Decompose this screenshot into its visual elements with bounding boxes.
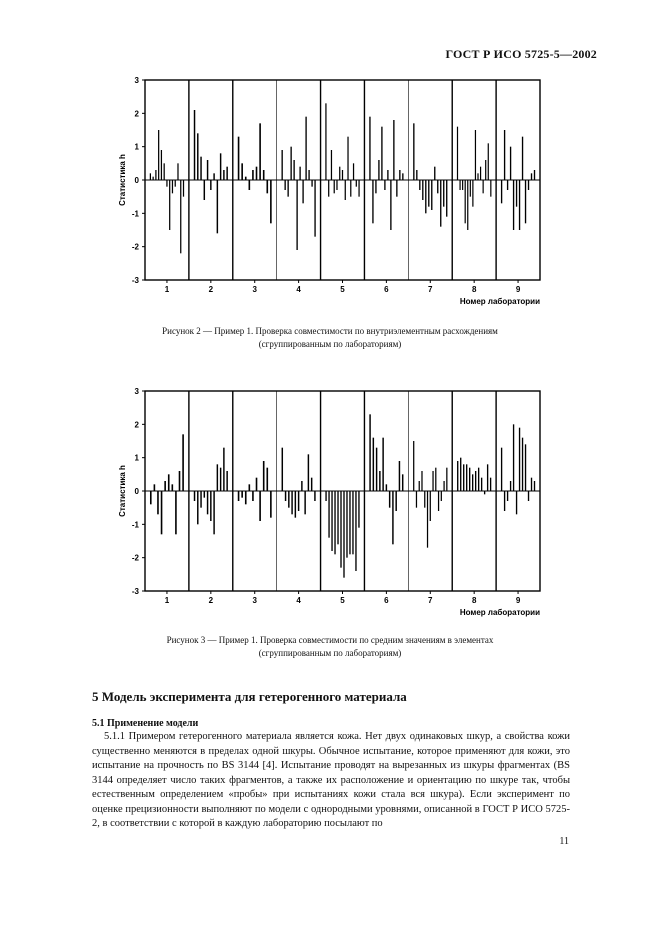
bar (223, 170, 224, 180)
bar (507, 491, 508, 501)
bar (226, 167, 227, 180)
bar (263, 170, 265, 180)
bar (287, 180, 288, 197)
figure-3-caption-line1: Рисунок 3 — Пример 1. Проверка совместимости по средним значениям в элементах (166, 635, 494, 645)
bar (197, 491, 198, 524)
bar (207, 491, 208, 514)
bar (256, 167, 258, 180)
bar (175, 491, 177, 534)
y-tick-label: -3 (131, 587, 139, 596)
x-tick-label: 5 (340, 285, 345, 294)
bar (513, 180, 514, 230)
bar (336, 180, 337, 190)
bar (349, 491, 350, 554)
bar (395, 491, 396, 511)
bar (263, 461, 265, 491)
y-tick-label: 1 (134, 453, 139, 463)
bar (413, 441, 414, 491)
bar (443, 481, 444, 491)
bar (387, 170, 388, 180)
x-tick-label: 3 (252, 596, 257, 605)
bar (293, 160, 294, 180)
bar (337, 491, 338, 544)
bar (531, 478, 532, 491)
bar (358, 180, 359, 197)
bar (381, 127, 382, 180)
bar (428, 180, 429, 207)
bar (390, 180, 391, 230)
bar (194, 491, 195, 501)
bar (282, 448, 283, 491)
bar (534, 170, 535, 180)
bar (488, 143, 489, 180)
bar (154, 484, 156, 491)
bar (369, 117, 370, 180)
bar (379, 471, 380, 491)
bar (270, 180, 272, 223)
bar (179, 471, 181, 491)
bar (169, 180, 170, 230)
y-axis-label: Статистика h (118, 154, 127, 206)
bar (150, 491, 152, 504)
y-tick-label: 0 (134, 487, 139, 496)
bar (252, 170, 254, 180)
bar (463, 464, 464, 491)
bar (314, 491, 315, 501)
bar (531, 173, 532, 180)
bar (266, 180, 268, 193)
bar (358, 491, 359, 528)
y-tick-label: 3 (134, 76, 139, 85)
bar (399, 461, 400, 491)
bar (427, 491, 428, 548)
x-tick-label: 7 (428, 285, 433, 294)
bar (328, 180, 329, 197)
x-tick-label: 9 (515, 596, 521, 605)
bar (431, 180, 432, 210)
bar (516, 491, 517, 514)
bar (483, 180, 484, 193)
bar (460, 458, 461, 491)
x-tick-label: 8 (471, 596, 477, 605)
bar (369, 414, 370, 491)
bar (437, 180, 438, 193)
bar (266, 468, 268, 491)
bar (285, 491, 286, 501)
bar (373, 438, 374, 491)
bar (308, 454, 309, 491)
bar (288, 491, 289, 508)
bar (150, 173, 151, 180)
subsection-title: 5.1 Применение модели (92, 718, 199, 729)
bar (158, 130, 159, 180)
bar (462, 180, 463, 190)
bar (353, 163, 354, 180)
bar (510, 147, 511, 180)
bar (245, 491, 247, 504)
bar (295, 491, 296, 518)
bar (241, 491, 243, 498)
bar (168, 474, 170, 491)
bar (166, 180, 167, 187)
x-tick-label: 1 (164, 285, 170, 294)
bar (457, 127, 458, 180)
bar (525, 444, 526, 491)
bar (399, 170, 400, 180)
bar (513, 424, 514, 491)
x-tick-label: 6 (384, 596, 389, 605)
bar (519, 428, 520, 491)
figure-2-caption-line1: Рисунок 2 — Пример 1. Проверка совместимости по внутриэлементным расхождениям (162, 326, 498, 336)
body-paragraph: 5.1.1 Примером гетерогенного материала является кожа. Нет двух одинаковых шкур, а свойства кожи существенно меняются в пределах одной шкуры. Обычное испытание, которое применяют для кожи, это испытание на прочность по BS 3144 [4]. Испытание проводят на вырезанных из шкуры фрагментах (BS 3144 определяет число таких фрагментов, а также их расположение и ориентацию по шкуре так, чтобы естественным определением «пробы» при испытаниях кожи стала вся шкура). Если эксперимент по оценке прецизионности выполняют по модели с однородными уровнями, описанной в ГОСТ Р ИСО 5725-2, в соответствии с которой в каждую лабораторию посылают по (92, 731, 570, 829)
x-tick-label: 5 (340, 596, 345, 605)
bar (416, 491, 417, 508)
x-tick-label: 2 (208, 285, 214, 294)
bar (249, 484, 251, 491)
bar (519, 180, 520, 230)
bar (501, 448, 502, 491)
bar (345, 180, 346, 200)
bar (446, 468, 447, 491)
bar (298, 491, 299, 511)
bar (302, 180, 303, 203)
bar (534, 481, 535, 491)
bar (161, 491, 163, 534)
bar (164, 481, 166, 491)
bar (281, 150, 282, 180)
bar (153, 177, 154, 180)
bar (217, 464, 218, 491)
bar (419, 180, 420, 190)
bar (378, 160, 379, 180)
bar (226, 471, 227, 491)
bar (501, 180, 502, 203)
bar (432, 471, 433, 491)
y-tick-label: -2 (131, 553, 139, 563)
y-tick-label: -3 (131, 276, 139, 285)
figure-2-caption-line2: (сгруппированным по лабораториям) (258, 339, 402, 349)
bar (161, 150, 162, 180)
bar (328, 491, 329, 538)
bar (197, 133, 198, 180)
bar (325, 103, 326, 180)
figure-3-caption-line2: (сгруппированным по лабораториям) (258, 648, 402, 658)
bar (325, 491, 326, 501)
bar (210, 491, 211, 521)
bar (528, 491, 529, 501)
bar (350, 180, 351, 197)
bar (270, 491, 272, 518)
bar (180, 180, 181, 253)
bar (249, 180, 251, 190)
bar (355, 491, 356, 571)
bar (291, 491, 292, 514)
bar (421, 471, 422, 491)
bar (339, 167, 340, 180)
x-tick-label: 7 (428, 596, 433, 605)
bar (352, 491, 353, 554)
bar (446, 180, 447, 217)
document-header-title: ГОСТ Р ИСО 5725-5—2002 (445, 47, 597, 61)
y-tick-label: 0 (134, 176, 139, 185)
bar (204, 491, 205, 498)
bar (389, 491, 390, 508)
figure-3-svg (100, 383, 560, 623)
bar (343, 491, 344, 578)
bar (311, 180, 312, 187)
x-tick-label: 8 (471, 285, 477, 294)
page-number: 11 (559, 836, 569, 847)
bar (284, 180, 285, 190)
bar (346, 491, 347, 558)
bar (207, 160, 208, 180)
bar (382, 438, 383, 491)
bar (475, 130, 476, 180)
y-axis-label: Статистика h (118, 465, 127, 517)
bar (259, 491, 261, 521)
x-axis-label: Номер лаборатории (459, 297, 540, 306)
bar (245, 177, 247, 180)
figure-2-caption (100, 325, 560, 351)
bar (465, 180, 466, 223)
bar (435, 468, 436, 491)
bar (457, 461, 458, 491)
bar (472, 180, 473, 207)
bar (213, 173, 214, 180)
bar (183, 180, 184, 197)
bar (419, 481, 420, 491)
bar (256, 478, 258, 491)
bar (386, 484, 387, 491)
bar (504, 491, 505, 511)
bar (416, 170, 417, 180)
bar (459, 180, 460, 190)
bar (470, 180, 471, 197)
bar (487, 464, 488, 491)
bar (334, 180, 335, 193)
bar (305, 117, 306, 180)
y-tick-label: -1 (131, 209, 139, 219)
bar (164, 163, 165, 180)
bar (522, 438, 523, 491)
bar (204, 180, 205, 200)
bar (238, 491, 240, 501)
bar (155, 170, 156, 180)
x-tick-label: 6 (384, 285, 389, 294)
bar (430, 491, 431, 521)
bar (472, 474, 473, 491)
bar (384, 180, 385, 190)
bar (157, 491, 159, 514)
bar (504, 130, 505, 180)
bar (477, 173, 478, 180)
bar (311, 478, 312, 491)
x-tick-label: 2 (208, 596, 214, 605)
bar (194, 110, 195, 180)
bar (290, 147, 291, 180)
bar (259, 123, 261, 180)
bar (422, 180, 423, 200)
bar (372, 180, 373, 223)
y-tick-label: 1 (134, 142, 139, 152)
bar (172, 484, 174, 491)
bar (331, 491, 332, 551)
bar (441, 491, 442, 501)
bar (490, 478, 491, 491)
section-title: 5 Модель эксперимента для гетерогенного материала (92, 689, 407, 704)
x-tick-label: 1 (164, 596, 170, 605)
x-tick-label: 9 (515, 285, 521, 294)
y-tick-label: -2 (131, 242, 139, 252)
figure-2-chart (100, 72, 560, 312)
bar (528, 180, 529, 190)
bar (210, 180, 211, 190)
x-tick-label: 4 (296, 285, 301, 294)
bar (376, 448, 377, 491)
bar (481, 478, 482, 491)
bar (347, 137, 348, 180)
bar (434, 167, 435, 180)
bar (413, 123, 414, 180)
bar (522, 137, 523, 180)
bar (217, 180, 218, 233)
bar (172, 180, 173, 193)
x-tick-label: 3 (252, 285, 257, 294)
bar (314, 180, 315, 237)
bar (356, 180, 357, 187)
bar (469, 468, 470, 491)
bar (200, 157, 201, 180)
bar (392, 491, 393, 544)
bar (510, 481, 511, 491)
bar (480, 167, 481, 180)
bar (402, 474, 403, 491)
bar (296, 180, 297, 250)
bar (396, 180, 397, 197)
bar (424, 491, 425, 508)
bar (440, 180, 441, 227)
bar (516, 180, 517, 207)
bar (238, 137, 240, 180)
bar (467, 180, 468, 230)
bar (425, 180, 426, 213)
bar (241, 163, 243, 180)
bar (438, 491, 439, 511)
bar (485, 160, 486, 180)
x-axis-label: Номер лаборатории (459, 608, 540, 617)
bar (525, 180, 526, 223)
bar (393, 120, 394, 180)
bar (334, 491, 335, 554)
bar (308, 170, 309, 180)
bar (490, 180, 491, 197)
figure-2-svg (100, 72, 560, 312)
bar (375, 180, 376, 193)
bar (507, 180, 508, 190)
figure-3-caption (100, 634, 560, 660)
bar (299, 167, 300, 180)
bar (177, 163, 178, 180)
y-tick-label: 2 (134, 420, 139, 430)
bar (484, 491, 485, 494)
bar (331, 150, 332, 180)
bar (443, 180, 444, 207)
bar (340, 491, 341, 568)
bar (175, 180, 176, 187)
bar (478, 468, 479, 491)
bar (220, 468, 221, 491)
bar (342, 170, 343, 180)
bar (402, 173, 403, 180)
y-tick-label: 3 (134, 387, 139, 396)
figure-3-chart (100, 383, 560, 623)
bar (304, 491, 305, 514)
x-tick-label: 4 (296, 596, 301, 605)
bar (223, 448, 224, 491)
bar (200, 491, 201, 508)
y-tick-label: -1 (131, 520, 139, 530)
y-tick-label: 2 (134, 109, 139, 119)
bar (252, 491, 254, 501)
bar (301, 481, 302, 491)
bar (466, 464, 467, 491)
bar (475, 471, 476, 491)
bar (182, 434, 184, 491)
bar (213, 491, 214, 534)
bar (220, 153, 221, 180)
